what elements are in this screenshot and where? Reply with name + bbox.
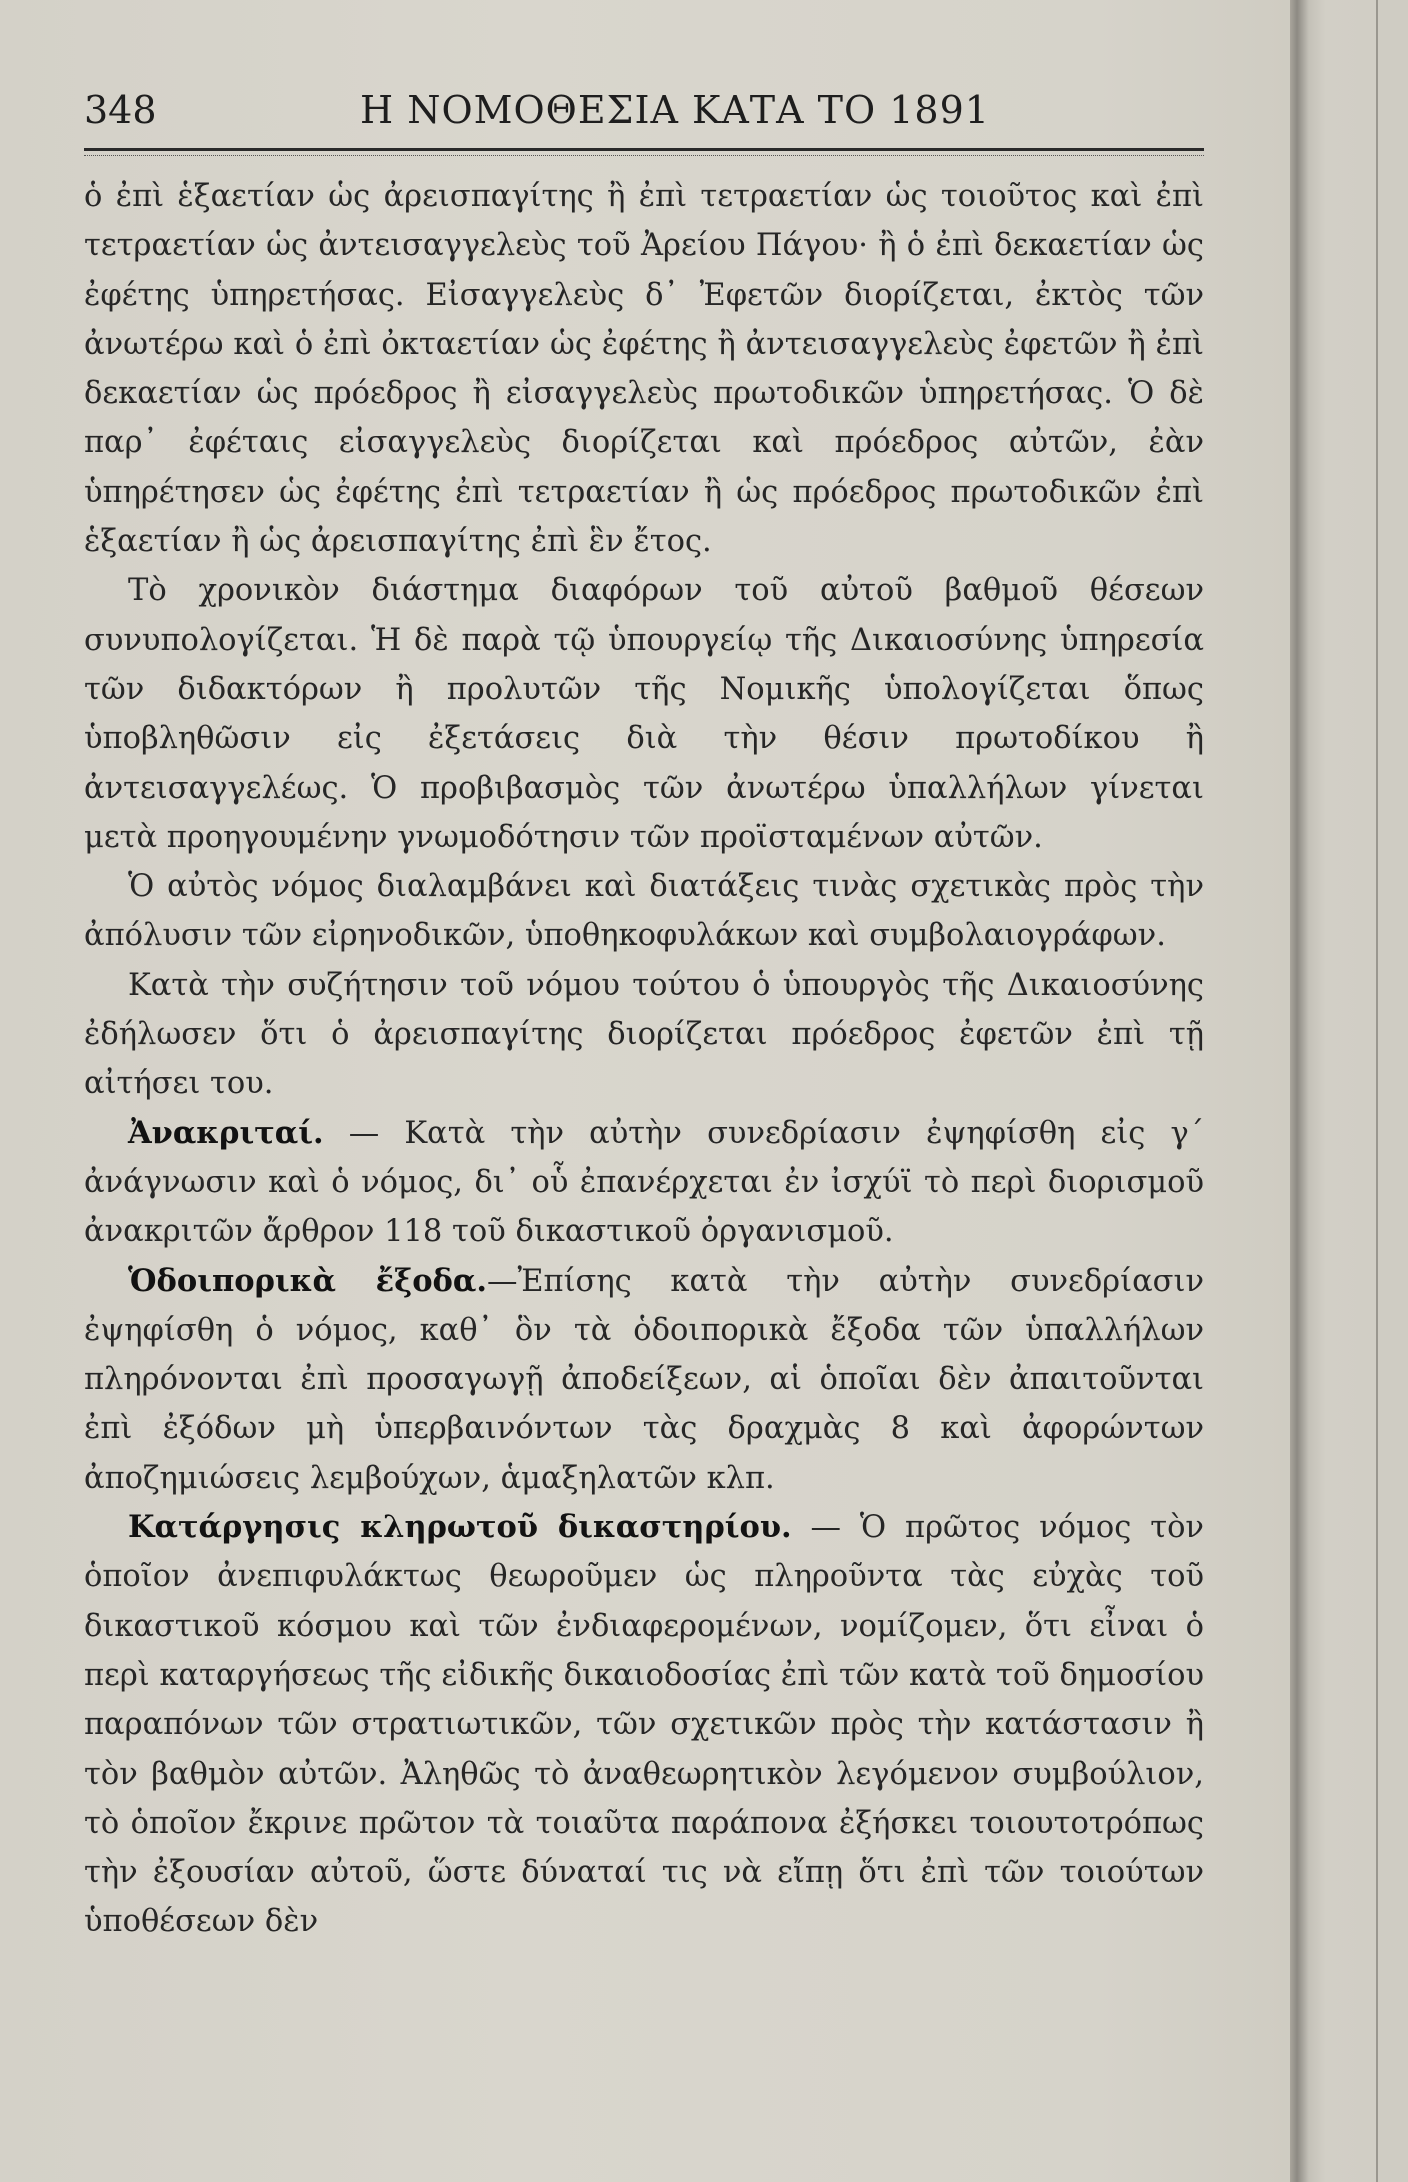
- paragraph-3-text: Ὁ αὐτὸς νόμος διαλαμβάνει καὶ διατάξεις τινὰς σχετικὰς πρὸς τὴν ἀπόλυσιν τῶν εἰρηνοδικῶν, ὑποθηκοφυλάκων καὶ συμβολαιογράφων.: [84, 869, 1204, 954]
- section-heading-katargisis: Κατάργησις κληρωτοῦ δικαστηρίου.: [128, 1509, 792, 1546]
- paragraph-2-text: Τὸ χρονικὸν διάστημα διαφόρων τοῦ αὐτοῦ βαθμοῦ θέσεων συνυπολογίζεται. Ἡ δὲ παρὰ τῷ ὑπουργείῳ τῆς Δικαιοσύνης ὑπηρεσία τῶν διδακτόρων ἢ προλυτῶν τῆς Νομικῆς ὑπολογίζεται ὅπως ὑποβληθῶσιν εἰς ἐξετάσεις διὰ τὴν θέσιν πρωτοδίκου ἢ ἀντεισαγγελέως. Ὁ προβιβασμὸς τῶν ἀνωτέρω ὑπαλλήλων γίνεται μετὰ προηγουμένην γνωμοδότησιν τῶν προϊσταμένων αὐτῶν.: [84, 573, 1204, 855]
- paragraph-1-text: ὁ ἐπὶ ἑξαετίαν ὡς ἀρεισπαγίτης ἢ ἐπὶ τετραετίαν ὡς τοιοῦτος καὶ ἐπὶ τετραετίαν ὡς ἀντεισαγγελεὺς τοῦ Ἀρείου Πάγου· ἢ ὁ ἐπὶ δεκαετίαν ὡς ἐφέτης ὑπηρετήσας. Εἰσαγγελεὺς δ᾽ Ἐφετῶν διορίζεται, ἐκτὸς τῶν ἀνωτέρω καὶ ὁ ἐπὶ ὀκταετίαν ὡς ἐφέτης ἢ ἀντεισαγγελεὺς ἐφετῶν ἢ ἐπὶ δεκαετίαν ὡς πρόεδρος ἢ εἰσαγγελεὺς πρωτοδικῶν ὑπηρετήσας. Ὁ δὲ παρ᾽ ἐφέταις εἰσαγγελεὺς διορίζεται καὶ πρόεδρος αὐτῶν, ἐὰν ὑπηρέτησεν ὡς ἐφέτης ἐπὶ τετραετίαν ἢ ὡς πρόεδρος πρωτοδικῶν ἐπὶ ἑξαετίαν ἢ ὡς ἀρεισπαγίτης ἐπὶ ἓν ἔτος.: [84, 179, 1204, 560]
- paragraph-7-text: — Ὁ πρῶτος νόμος τὸν ὁποῖον ἀνεπιφυλάκτως θεωροῦμεν ὡς πληροῦντα τὰς εὐχὰς τοῦ δικαστικοῦ κόσμου καὶ τῶν ἐνδιαφερομένων, νομίζομεν, ὅτι εἶναι ὁ περὶ καταργήσεως τῆς εἰδικῆς δικαιοδοσίας ἐπὶ τῶν κατὰ τοῦ δημοσίου παραπόνων τῶν στρατιωτικῶν, τῶν σχετικῶν πρὸς τὴν κατάστασιν ἢ τὸν βαθμὸν αὐτῶν. Ἀληθῶς τὸ ἀναθεωρητικὸν λεγόμενον συμβούλιον, τὸ ὁποῖον ἔκρινε πρῶτον τὰ τοιαῦτα παράπονα ἐξήσκει τοιουτοτρόπως τὴν ἐξουσίαν αὐτοῦ, ὥστε δύναταί τις νὰ εἴπῃ ὅτι ἐπὶ τῶν τοιούτων ὑποθέσεων δὲν: [84, 1510, 1204, 1940]
- paragraph-7: [84, 1503, 1204, 1947]
- page-header: [84, 88, 1204, 151]
- body-text: [84, 172, 1204, 1947]
- paragraph-2: [84, 566, 1204, 862]
- paragraph-5: [84, 1109, 1204, 1257]
- paragraph-1: [84, 172, 1204, 566]
- running-title: Η ΝΟΜΟΘΕΣΙΑ ΚΑΤΑ ΤΟ 1891: [360, 88, 990, 132]
- paragraph-6-text: —Ἐπίσης κατὰ τὴν αὐτὴν συνεδρίασιν ἐψηφίσθη ὁ νόμος, καθ᾽ ὃν τὰ ὁδοιπορικὰ ἔξοδα τῶν ὑπαλλήλων πληρόνονται ἐπὶ προσαγωγῇ ἀποδείξεων, αἱ ὁποῖαι δὲν ἀπαιτοῦνται ἐπὶ ἐξόδων μὴ ὑπερβαινόντων τὰς δραχμὰς 8 καὶ ἀφορώντων ἀποζημιώσεις λεμβούχων, ἁμαξηλατῶν κλπ.: [84, 1263, 1204, 1496]
- paragraph-3: [84, 862, 1204, 961]
- section-heading-odoiporika: Ὁδοιπορικὰ ἔξοδα.: [128, 1262, 487, 1299]
- facing-page-edge: [1376, 0, 1408, 2182]
- book-gutter: [1290, 0, 1408, 2182]
- page-number: 348: [84, 88, 157, 132]
- paragraph-6: [84, 1257, 1204, 1503]
- header-rule: [84, 155, 1204, 156]
- paragraph-4: [84, 961, 1204, 1109]
- paragraph-4-text: Κατὰ τὴν συζήτησιν τοῦ νόμου τούτου ὁ ὑπουργὸς τῆς Δικαιοσύνης ἐδήλωσεν ὅτι ὁ ἀρεισπαγίτης διορίζεται πρόεδρος ἐφετῶν ἐπὶ τῇ αἰτήσει του.: [84, 967, 1204, 1102]
- paragraph-5-text: — Κατὰ τὴν αὐτὴν συνεδρίασιν ἐψηφίσθη εἰς γ´ ἀνάγνωσιν καὶ ὁ νόμος, δι᾽ οὗ ἐπανέρχεται ἐν ἰσχύϊ τὸ περὶ διορισμοῦ ἀνακριτῶν ἄρθρον 118 τοῦ δικαστικοῦ ὀργανισμοῦ.: [84, 1115, 1204, 1250]
- section-heading-anakritai: Ἀνακριταί.: [128, 1114, 324, 1151]
